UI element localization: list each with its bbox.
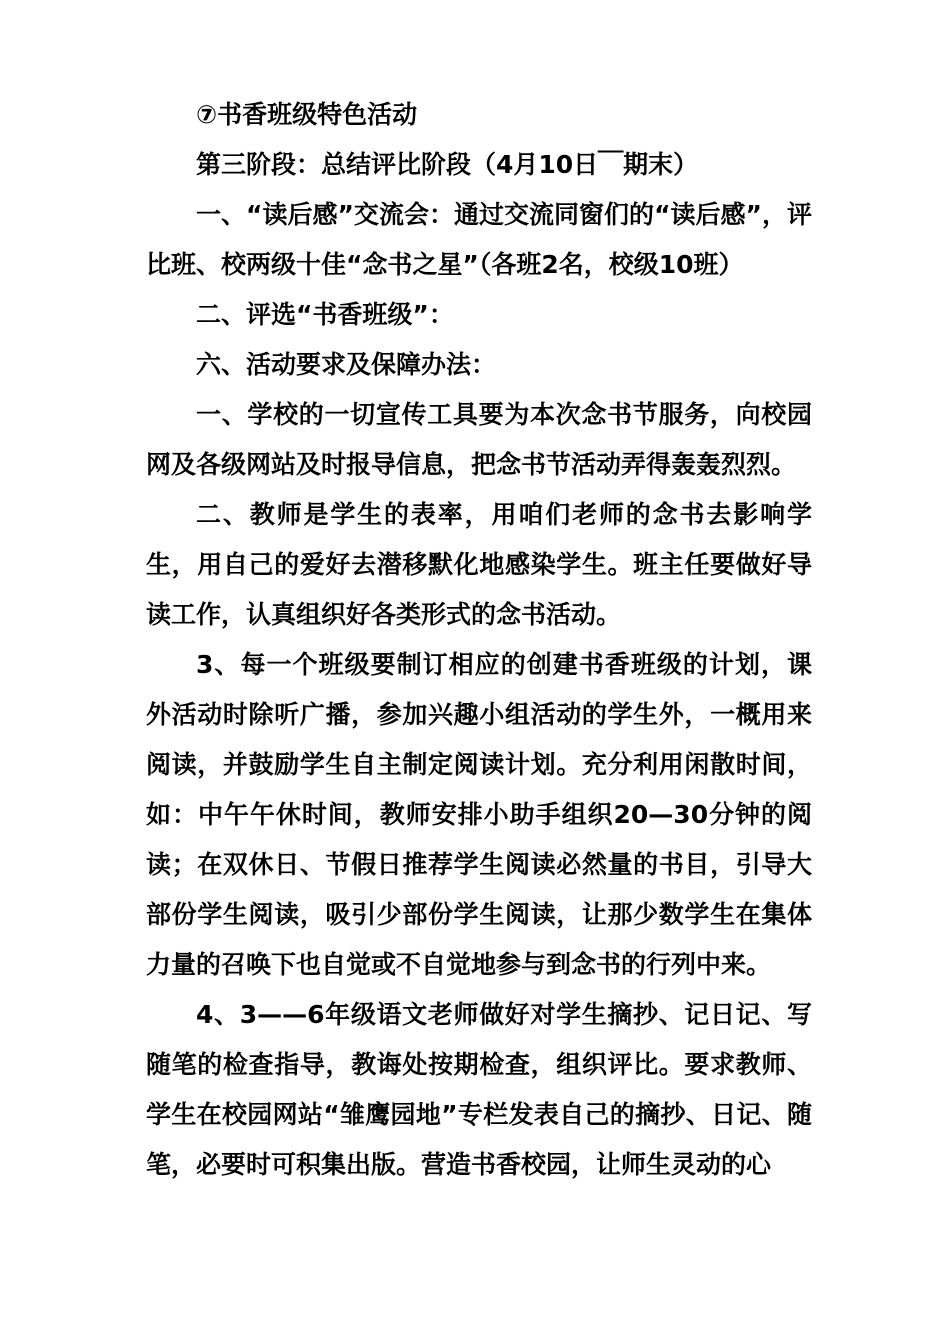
stage-three-heading: 第三阶段：总结评比阶段（4月10日￣期末） <box>196 150 699 179</box>
paragraph-class-plan: 3、每一个班级要制订相应的创建书香班级的计划，课外活动时除听广播，参加兴趣小组活动的学生外，一概用来阅读，并鼓励学生自主制定阅读计划。充分利用闲散时间，如：中午午休时间，教师安排小助手组织20—30分钟的阅读；在双休日、节假日推荐学生阅读必然量的书目，引导大部份学生阅读，吸引少部份学生阅读，让那少数学生在集体力量的召唤下也自觉或不自觉地参与到念书的行列中来。 <box>146 650 812 979</box>
paragraph-chinese-teachers: 4、3——6年级语文老师做好对学生摘抄、记日记、写随笔的检查指导，教诲处按期检查，组织评比。要求教师、学生在校园网站“雏鹰园地”专栏发表自己的摘抄、日记、随笔，必要时可积集出版。营造书香校园，让师生灵动的心 <box>146 1000 812 1179</box>
paragraph-publicity: 一、学校的一切宣传工具要为本次念书节服务，向校园网及各级网站及时报导信息，把念书节活动弄得轰轰烈烈。 <box>146 400 812 479</box>
section-six-heading: 六、活动要求及保障办法： <box>196 350 497 379</box>
paragraph-select-class: 二、评选“书香班级”： <box>196 300 454 329</box>
document-body <box>146 90 812 1190</box>
paragraph-teachers: 二、教师是学生的表率，用咱们老师的念书去影响学生，用自己的爱好去潜移默化地感染学生。班主任要做好导读工作，认真组织好各类形式的念书活动。 <box>146 500 812 629</box>
activity-heading: ⑦书香班级特色活动 <box>196 100 418 129</box>
paragraph-reading-exchange: 一、“读后感”交流会：通过交流同窗们的“读后感”，评比班、校两级十佳“念书之星”（各班2名，校级10班） <box>146 200 812 279</box>
